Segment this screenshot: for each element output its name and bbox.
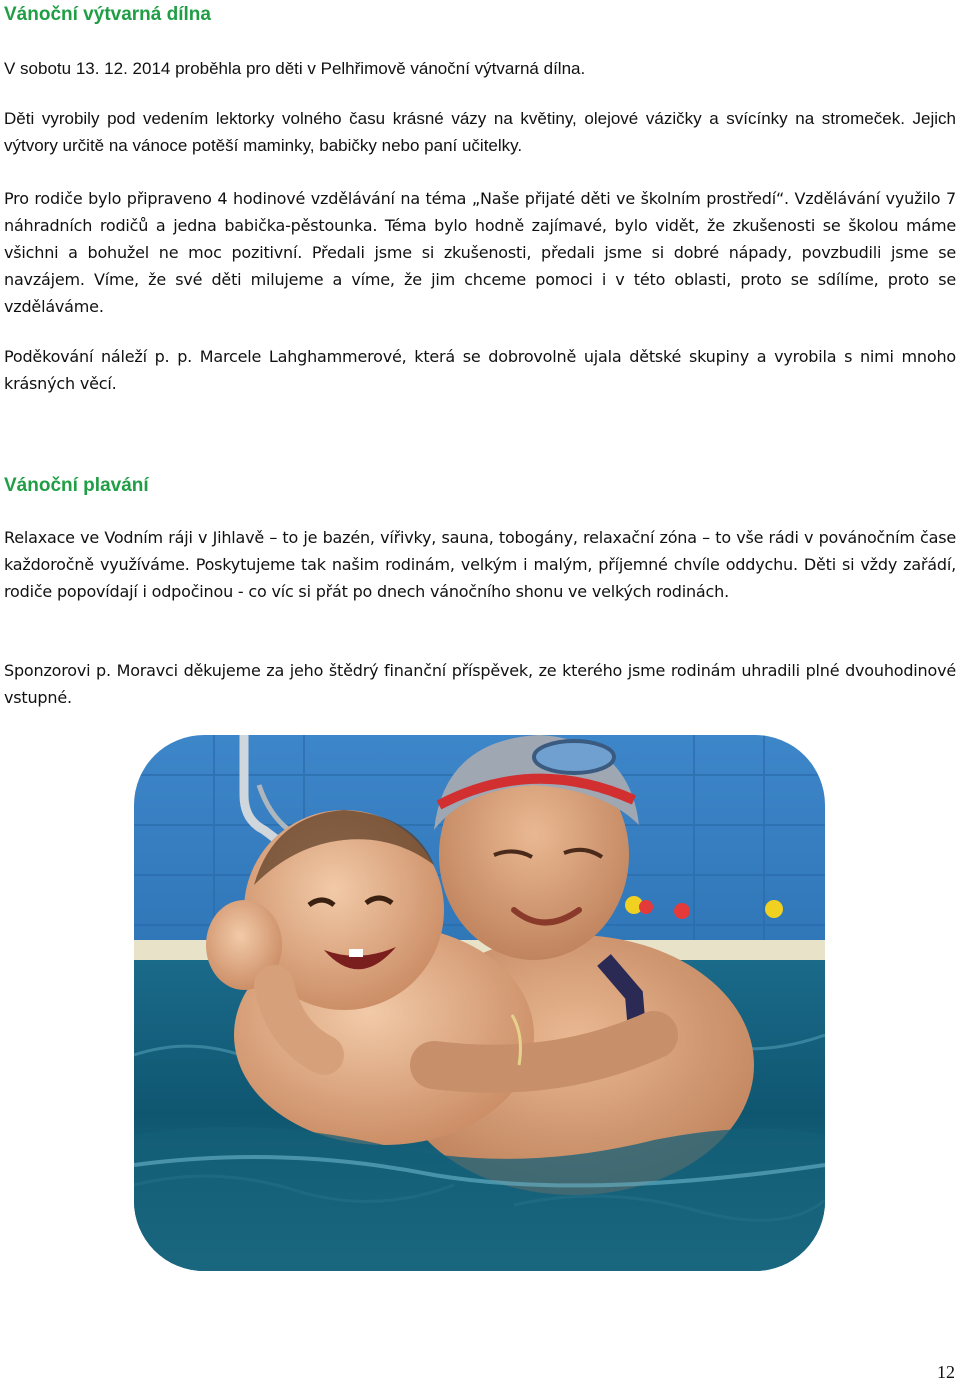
- workshop-paragraph-date: V sobotu 13. 12. 2014 proběhla pro děti v Pelhřimově vánoční výtvarná dílna.: [4, 59, 586, 78]
- section-heading-workshop: Vánoční výtvarná dílna: [4, 4, 211, 25]
- swimming-paragraph-sponsor: Sponzorovi p. Moravci děkujeme za jeho štědrý finanční příspěvek, ze kterého jsme rodinám uhradili plné dvouhodinové vstupné.: [4, 661, 956, 707]
- swimming-paragraph-relaxation: Relaxace ve Vodním ráji v Jihlavě – to je bazén, vířivky, sauna, tobogány, relaxační zóna – to vše rádi v povánočním čase každoročně využíváme. Poskytujeme tak našim rodinám, velkým i malým, příjemné chvíle oddychu. Děti si vždy zařádí, rodiče popovídají i odpočinou - co víc si přát po dnech vánočního shonu ve velkých rodinách.: [4, 528, 956, 601]
- workshop-paragraph-parents-education: Pro rodiče bylo připraveno 4 hodinové vzdělávání na téma „Naše přijaté děti ve školním prostředí“. Vzdělávání využilo 7 náhradních rodičů a jedna babička-pěstounka. Téma bylo hodně zajímavé, bylo vidět, že zkušenosti se školou máme všichni a bohužel ne moc pozitivní. Předali jsme si zkušenosti, předali jsme si dobré nápady, povzbudili jsme se navzájem. Víme, že své děti milujeme a víme, že jim chceme pomoci i v této oblasti, proto se sdílíme, proto se vzděláváme.: [4, 189, 956, 316]
- mother-and-baby-in-pool-image: [134, 735, 825, 1271]
- workshop-paragraph-thanks: Poděkování náleží p. p. Marcele Lahghammerové, která se dobrovolně ujala dětské skupiny a vyrobila s nimi mnoho krásných věcí.: [4, 347, 956, 393]
- page-number: 12: [937, 1362, 955, 1382]
- section-heading-swimming: Vánoční plavání: [4, 475, 149, 496]
- swimming-photo: [134, 735, 825, 1271]
- workshop-paragraph-products: Děti vyrobily pod vedením lektorky volného času krásné vázy na květiny, olejové vázičky a svícínky na stromeček. Jejich výtvory určitě na vánoce potěší maminky, babičky nebo paní učitelky.: [4, 109, 956, 155]
